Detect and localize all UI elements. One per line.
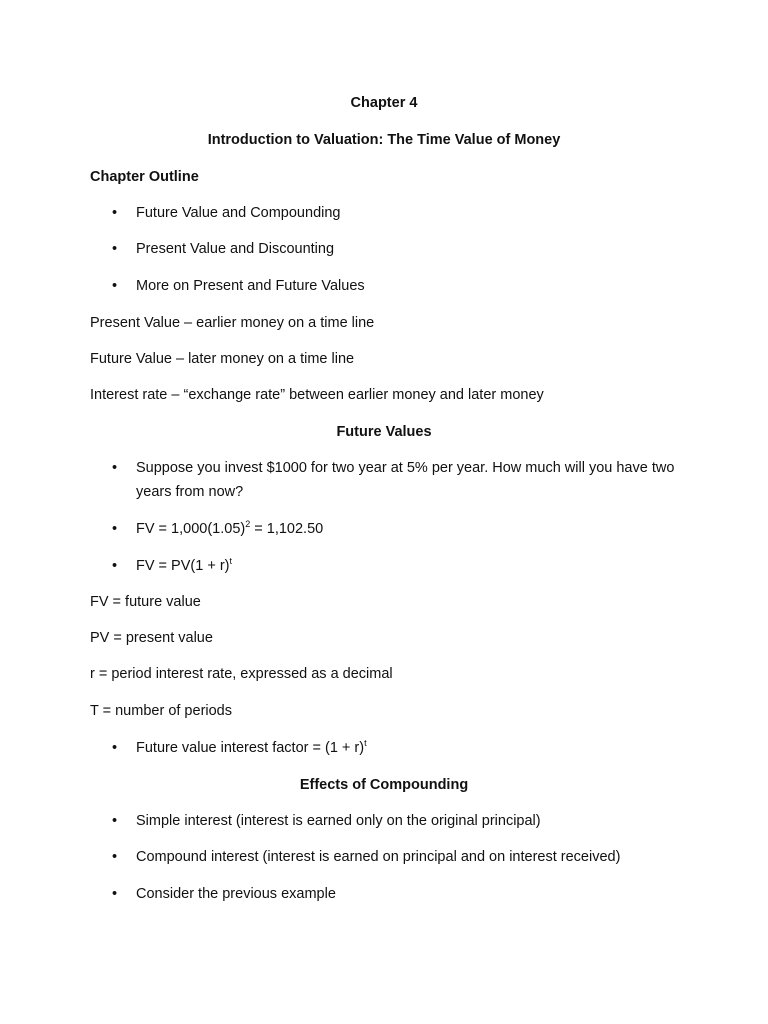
definition-future-value: Future Value – later money on a time line bbox=[90, 351, 355, 367]
previous-example-item: Consider the previous example bbox=[136, 886, 336, 902]
bullet-mark: • bbox=[112, 886, 118, 902]
fv-calculation: FV = $1,000(1.05)^2 = 1,102.50$ bbox=[136, 519, 324, 537]
bullet-mark: • bbox=[112, 813, 118, 829]
bullet-mark: • bbox=[112, 205, 118, 221]
fv-interest-factor: Future value interest factor = $(1 + r)^t$ bbox=[136, 738, 367, 756]
outline-heading: Chapter Outline bbox=[90, 169, 199, 185]
fv-formula: FV = $PV(1 + r)^t$ bbox=[136, 556, 232, 574]
outline-item: Present Value and Discounting bbox=[136, 241, 335, 257]
compound-interest-item: Compound interest (interest is earned on principal and on interest received) bbox=[136, 849, 621, 865]
outline-item: More on Present and Future Values bbox=[136, 278, 365, 294]
chapter-title: Chapter 4 bbox=[350, 95, 418, 111]
term-pv: PV = present value bbox=[90, 630, 213, 646]
chapter-subtitle: Introduction to Valuation: The Time Value of Money bbox=[207, 132, 561, 148]
bullet-mark: • bbox=[112, 521, 118, 537]
bullet-mark: • bbox=[112, 558, 118, 574]
bullet-mark: • bbox=[112, 241, 118, 257]
bullet-mark: • bbox=[112, 278, 118, 294]
bullet-mark: • bbox=[112, 849, 118, 865]
term-t: T = number of periods bbox=[90, 703, 232, 719]
definition-present-value: Present Value – earlier money on a time line bbox=[90, 315, 375, 331]
bullet-mark: • bbox=[112, 460, 118, 476]
term-fv: FV = future value bbox=[90, 594, 201, 610]
bullet-mark: • bbox=[112, 740, 118, 756]
simple-interest-item: Simple interest (interest is earned only on the original principal) bbox=[136, 813, 541, 829]
compounding-heading: Effects of Compounding bbox=[299, 777, 469, 793]
example-question: Suppose you invest $1000 for two year at 5% per year. How much will you have two years from now? bbox=[136, 460, 675, 500]
term-r: r = period interest rate, expressed as a decimal bbox=[90, 666, 393, 682]
future-values-heading: Future Values bbox=[336, 424, 432, 440]
outline-item: Future Value and Compounding bbox=[136, 205, 341, 221]
definition-interest-rate: Interest rate – “exchange rate” between earlier money and later money bbox=[90, 387, 544, 403]
